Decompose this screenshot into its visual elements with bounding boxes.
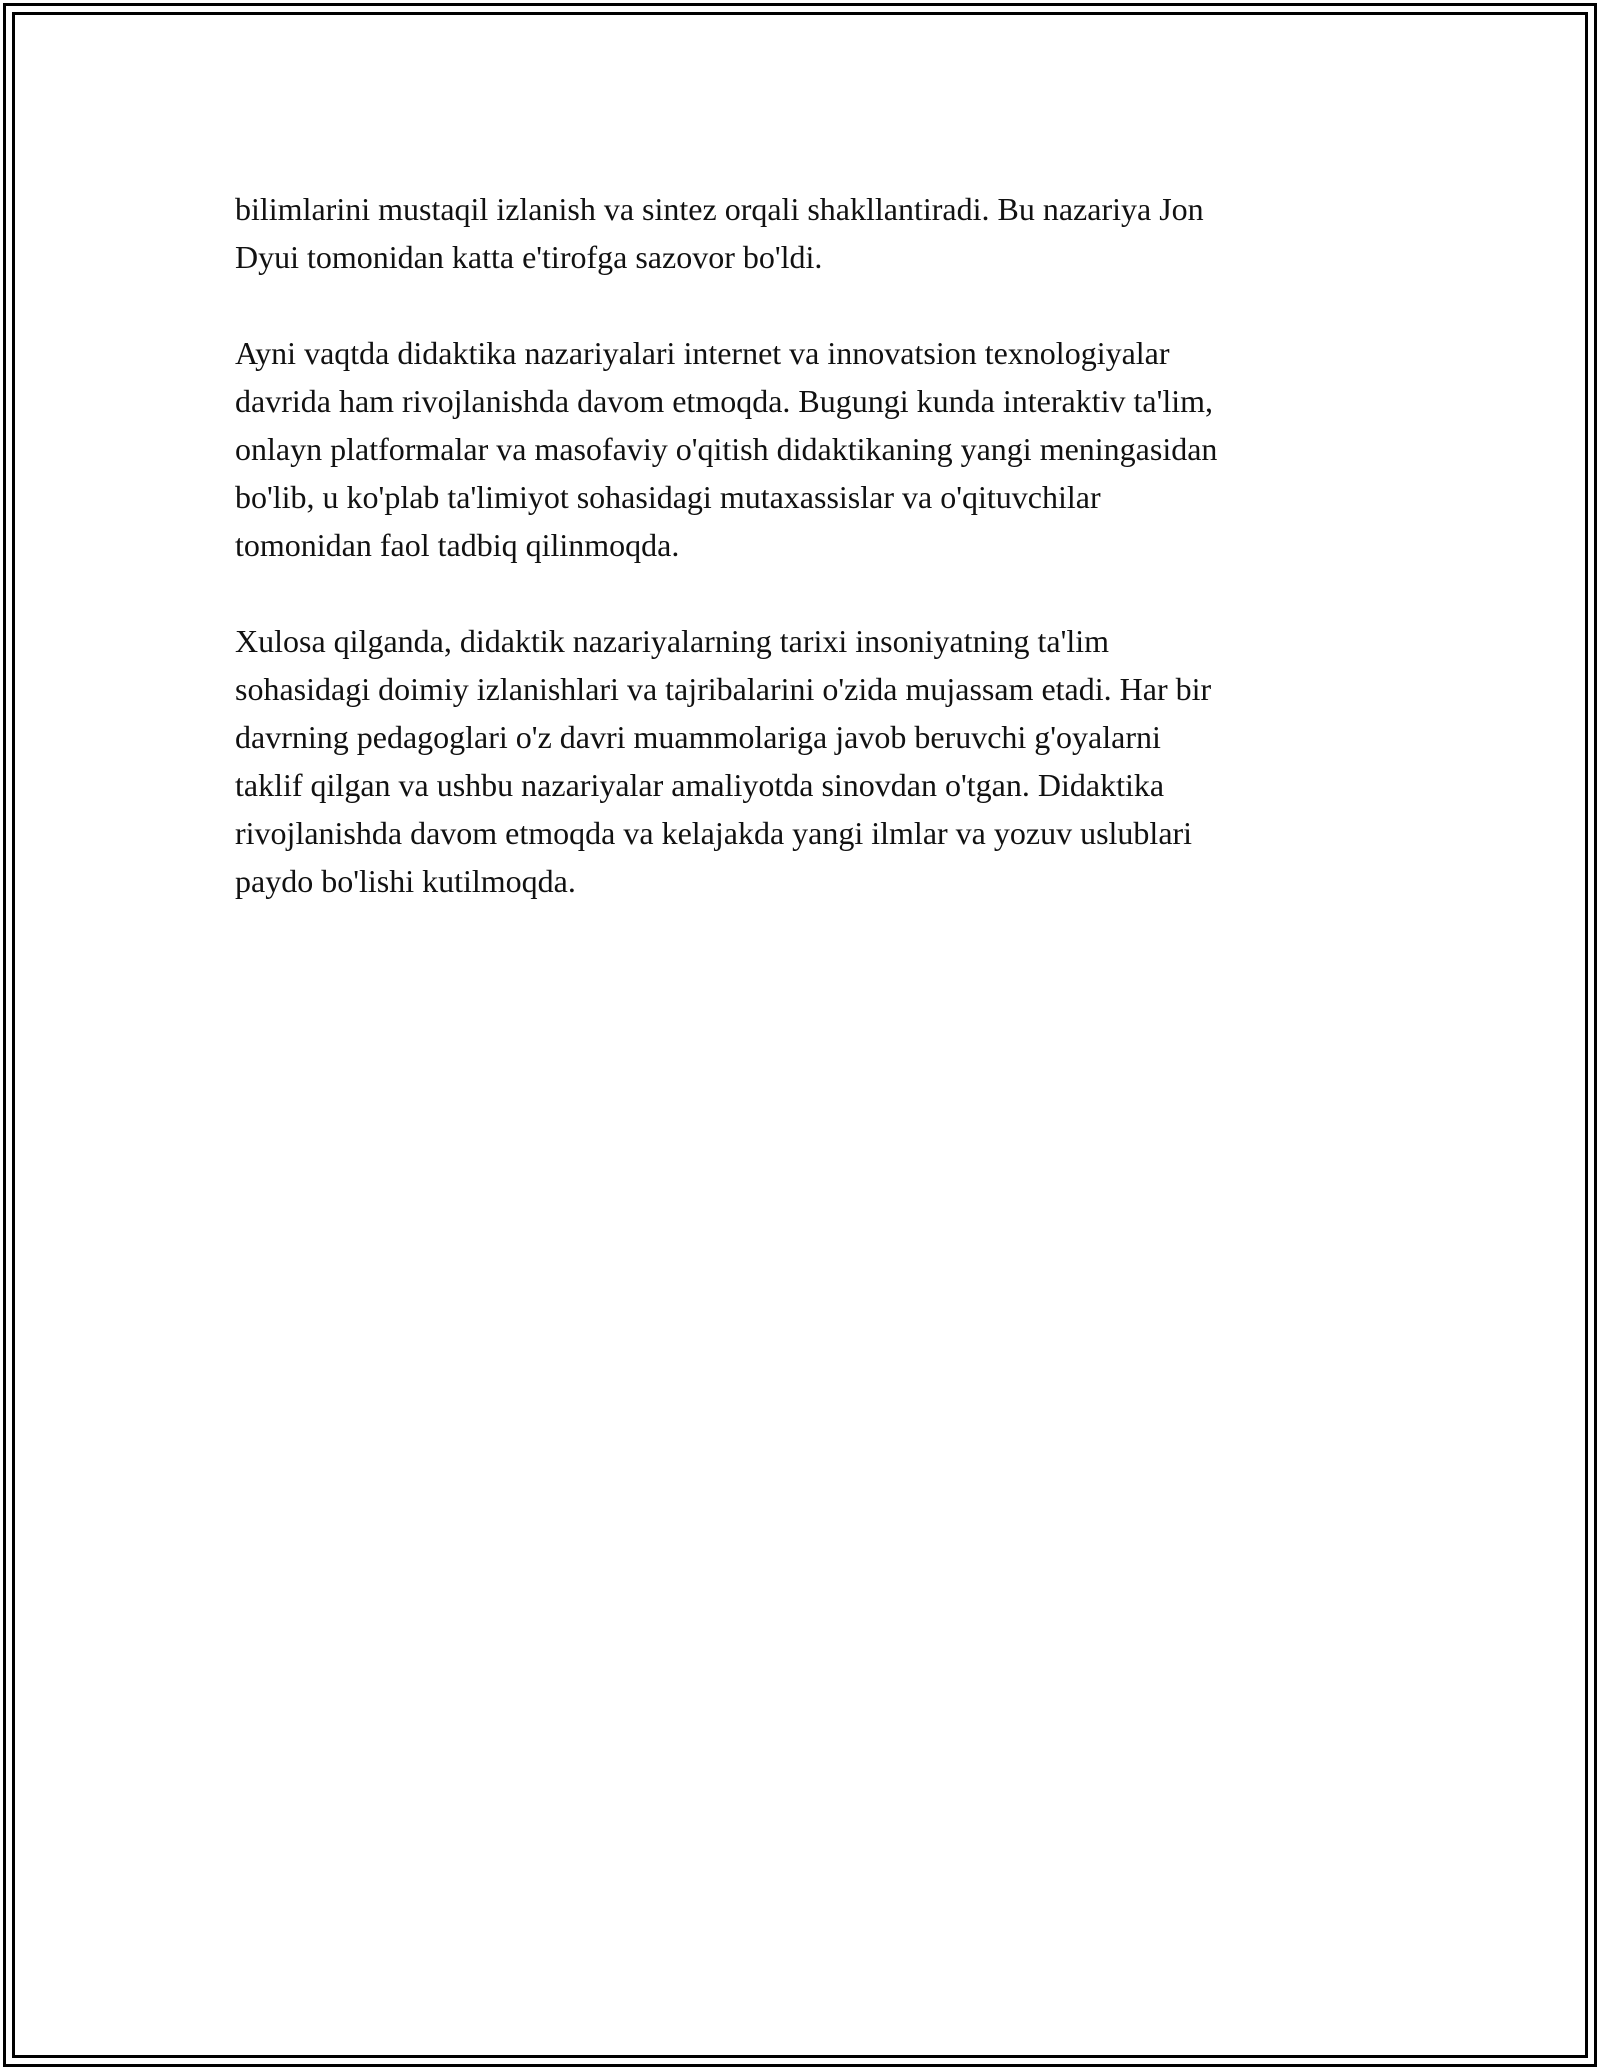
text-line: rivojlanishda davom etmoqda va kelajakda yangi ilmlar va yozuv uslublari — [235, 815, 1193, 851]
text-line: bilimlarini mustaqil izlanish va sintez orqali shakllantiradi. Bu nazariya Jon — [235, 191, 1204, 227]
text-line: onlayn platformalar va masofaviy o'qitish didaktikaning yangi meningasidan — [235, 431, 1218, 467]
document-body — [235, 185, 1385, 953]
text-line: paydo bo'lishi kutilmoqda. — [235, 863, 576, 899]
paragraph-1 — [235, 185, 1385, 281]
text-line: Xulosa qilganda, didaktik nazariyalarning tarixi insoniyatning ta'lim — [235, 623, 1109, 659]
text-line: bo'lib, u ko'plab ta'limiyot sohasidagi mutaxassislar va o'qituvchilar — [235, 479, 1101, 515]
text-line: taklif qilgan va ushbu nazariyalar amaliyotda sinovdan o'tgan. Didaktika — [235, 767, 1165, 803]
paragraph-3 — [235, 617, 1385, 905]
text-line: Ayni vaqtda didaktika nazariyalari internet va innovatsion texnologiyalar — [235, 335, 1170, 371]
text-line: Dyui tomonidan katta e'tirofga sazovor bo'ldi. — [235, 239, 823, 275]
text-line: tomonidan faol tadbiq qilinmoqda. — [235, 527, 680, 563]
text-line: sohasidagi doimiy izlanishlari va tajribalarini o'zida mujassam etadi. Har bir — [235, 671, 1212, 707]
text-line: davrning pedagoglari o'z davri muammolariga javob beruvchi g'oyalarni — [235, 719, 1161, 755]
text-line: davrida ham rivojlanishda davom etmoqda. Bugungi kunda interaktiv ta'lim, — [235, 383, 1213, 419]
paragraph-2 — [235, 329, 1385, 569]
